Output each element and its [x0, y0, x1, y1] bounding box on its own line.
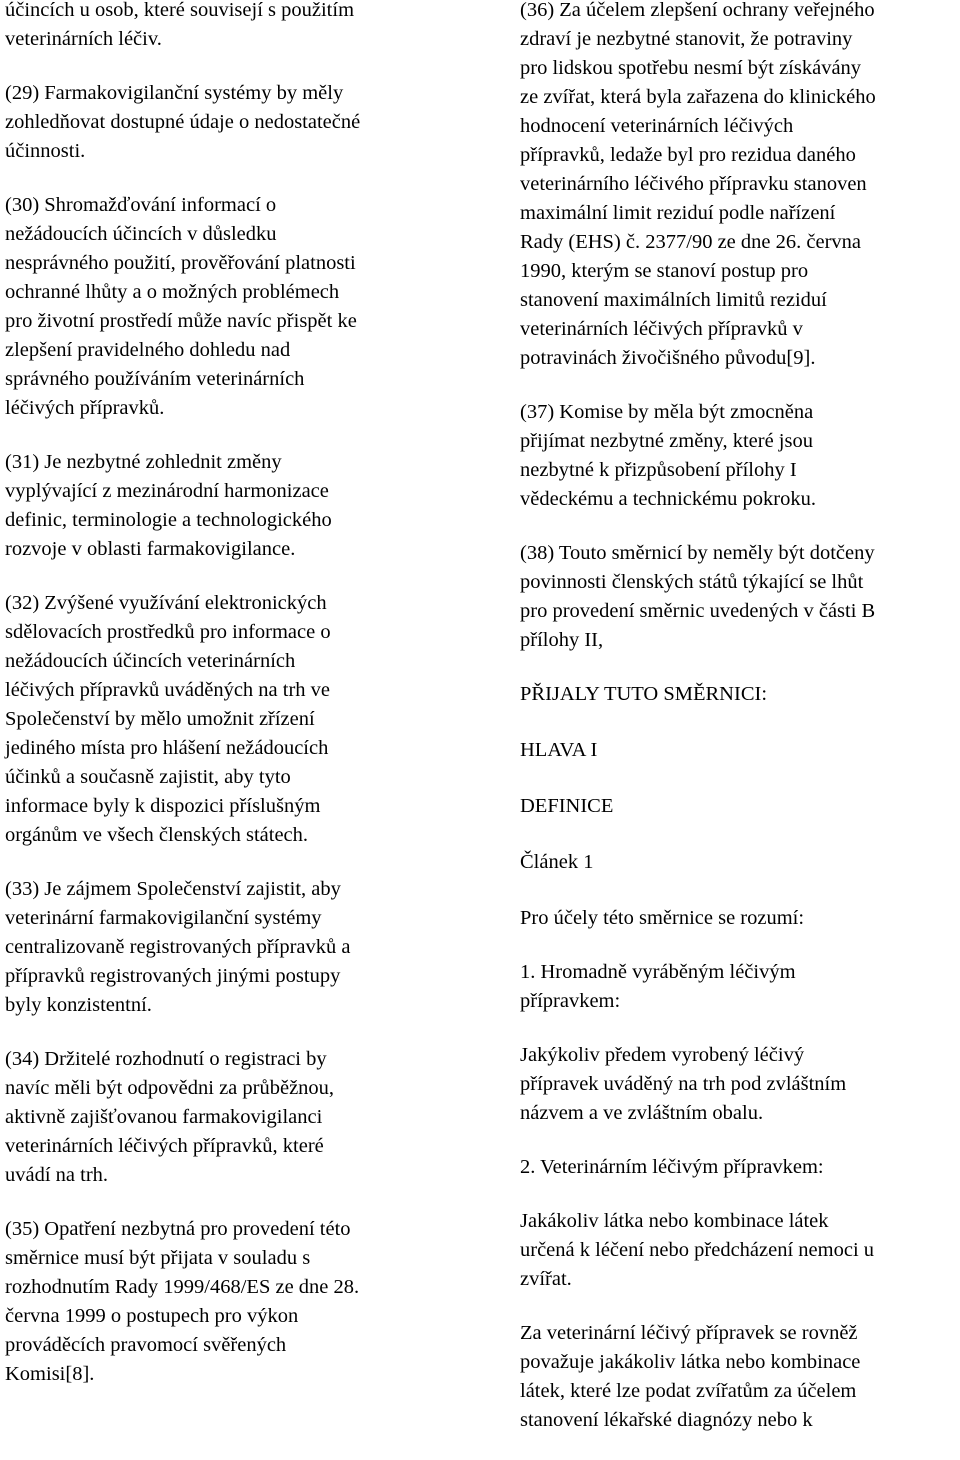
paragraph-36: (36) Za účelem zlepšení ochrany veřejného zdraví je nezbytné stanovit, že potraviny pro lidskou spotřebu nesmí být získávány ze zvířat, která byla zařazena do klinického hodnocení veterinárních léčivých přípravků, ledaže byl pro rezidua daného veterinárního léčivého přípravku stanoven maximální limit reziduí podle nařízení Rady (EHS) č. 2377/90 ze dne 26. června 1990, kterým se stanoví postup pro stanovení maximálních limitů reziduí veterinárních léčivých přípravků v potravinách živočišného původu[9].	[520, 0, 876, 369]
paragraph-continuation: účincích u osob, které souvisejí s použitím veterinárních léčiv.	[5, 0, 355, 50]
paragraph-34: (34) Držitelé rozhodnutí o registraci by navíc měli být odpovědni za průběžnou, aktivně zajišťovanou farmakovigilanci veterinárních léčivých přípravků, které uvádí na trh.	[5, 1048, 335, 1186]
definitions-heading: DEFINICE	[520, 795, 614, 817]
paragraph-31: (31) Je nezbytné zohlednit změny vyplývající z mezinárodní harmonizace definic, terminologie a technologického rozvoje v oblasti farmakovigilance.	[5, 451, 332, 560]
paragraph-29: (29) Farmakovigilanční systémy by měly zohledňovat dostupné údaje o nedostatečné účinnosti.	[5, 82, 361, 162]
left-column	[5, 0, 457, 1414]
chapter-heading: HLAVA I	[520, 739, 598, 761]
paragraph-38: (38) Touto směrnicí by neměly být dotčeny povinnosti členských států týkající se lhůt pro provedení směrnic uvedených v části B přílohy II,	[520, 542, 876, 651]
paragraph-33: (33) Je zájmem Společenství zajistit, aby veterinární farmakovigilanční systémy centralizovaně registrovaných přípravků a přípravků registrovaných jinými postupy byly konzistentní.	[5, 878, 351, 1016]
definition-2-term: 2. Veterinárním léčivým přípravkem:	[520, 1156, 824, 1178]
definition-2-text-continued: Za veterinární léčivý přípravek se rovněž považuje jakákoliv látka nebo kombinace látek, které lze podat zvířatům za účelem stanovení lékařské diagnózy nebo k	[520, 1322, 861, 1431]
right-column	[520, 0, 960, 1460]
definition-1-term: 1. Hromadně vyráběným léčivým přípravkem:	[520, 961, 796, 1012]
paragraph-32: (32) Zvýšené využívání elektronických sdělovacích prostředků pro informace o nežádoucích účincích veterinárních léčivých přípravků uváděných na trh ve Společenství by mělo umožnit zřízení jediného místa pro hlášení nežádoucích účinků a současně zajistit, aby tyto informace byly k dispozici příslušným orgánům ve všech členských státech.	[5, 592, 331, 846]
definition-1-text: Jakýkoliv předem vyrobený léčivý přípravek uváděný na trh pod zvláštním názvem a ve zvláštním obalu.	[520, 1044, 847, 1124]
definitions-intro: Pro účely této směrnice se rozumí:	[520, 907, 805, 929]
definition-2-text: Jakákoliv látka nebo kombinace látek určená k léčení nebo předcházení nemoci u zvířat.	[520, 1210, 875, 1290]
paragraph-37: (37) Komise by měla být zmocněna přijímat nezbytné změny, které jsou nezbytné k přizpůsobení přílohy I vědeckému a technickému pokroku.	[520, 401, 816, 510]
paragraph-30: (30) Shromažďování informací o nežádoucích účincích v důsledku nesprávného použití, prověřování platnosti ochranné lhůty a o možných problémech pro životní prostředí může navíc přispět ke zlepšení pravidelného dohledu nad správného používáním veterinárních léčivých přípravků.	[5, 194, 357, 419]
article-heading: Článek 1	[520, 851, 594, 873]
paragraph-35: (35) Opatření nezbytná pro provedení této směrnice musí být přijata v souladu s rozhodnutím Rady 1999/468/ES ze dne 28. června 1999 o postupech pro výkon prováděcích pravomocí svěřených Komisi[8].	[5, 1218, 360, 1385]
adoption-heading: PŘIJALY TUTO SMĚRNICI:	[520, 683, 768, 705]
